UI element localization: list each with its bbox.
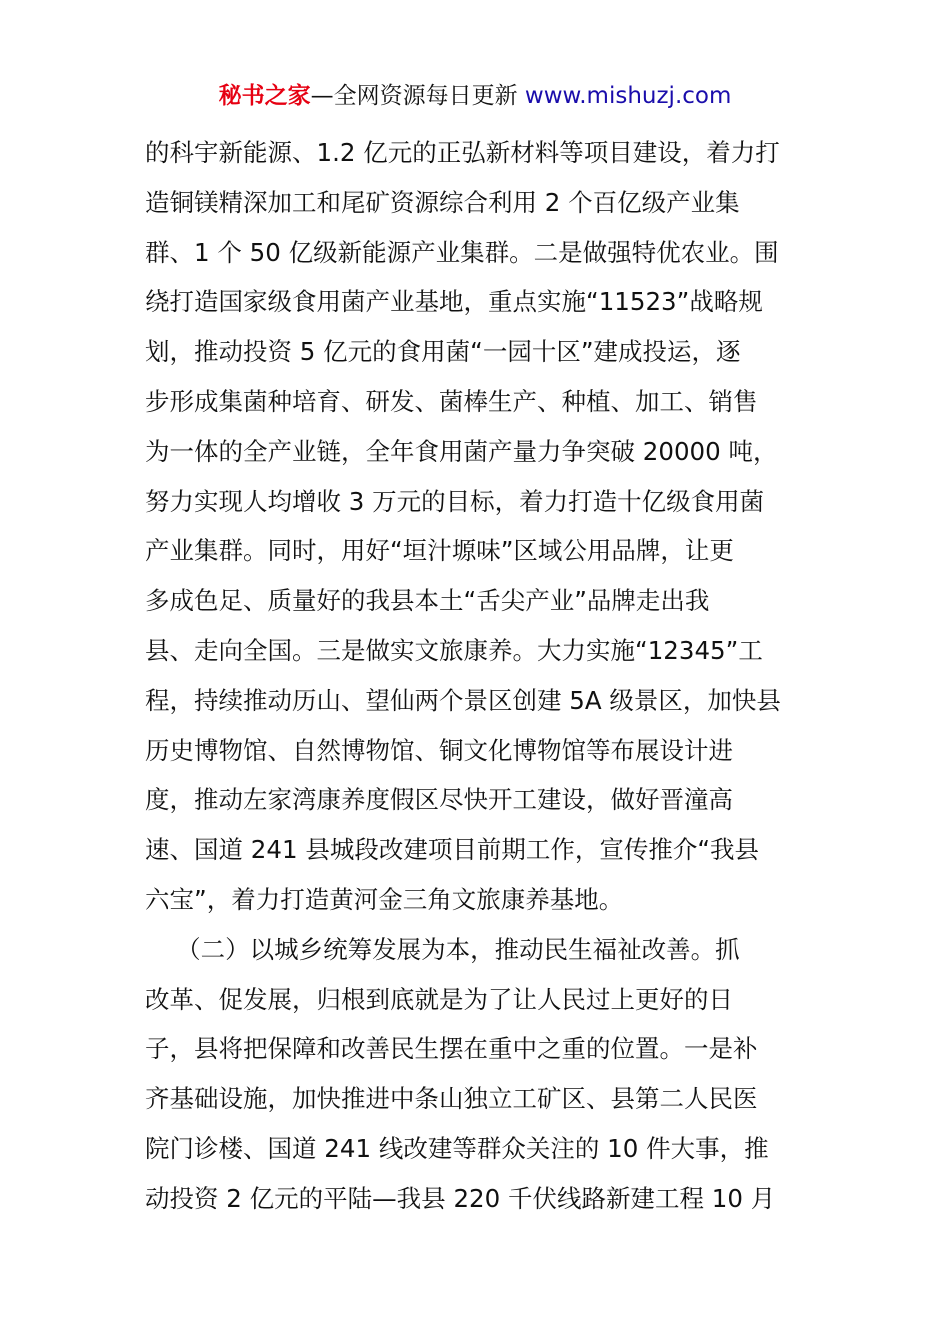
site-url-link[interactable]: www.mishuzj.com (524, 83, 732, 109)
text-line: 划，推动投资 5 亿元的食用菌“一园十区”建成投运，逐 (145, 337, 741, 367)
text-line: 步形成集菌种培育、研发、菌棒生产、种植、加工、销售 (145, 386, 758, 416)
text-line: 齐基础设施，加快推进中条山独立工矿区、县第二人民医 (145, 1084, 758, 1114)
text-line: 绕打造国家级食用菌产业基地，重点实施“11523”战略规 (145, 287, 763, 317)
text-line: 群、1 个 50 亿级新能源产业集群。二是做强特优农业。围 (145, 237, 779, 267)
text-line: 院门诊楼、国道 241 线改建等群众关注的 10 件大事，推 (145, 1133, 769, 1163)
text-line: 历史博物馆、自然博物馆、铜文化博物馆等布展设计进 (145, 735, 733, 765)
text-line: 多成色足、质量好的我县本土“舌尖产业”品牌走出我 (145, 586, 710, 616)
text-line: 造铜镁精深加工和尾矿资源综合利用 2 个百亿级产业集 (145, 187, 740, 217)
text-line: 速、国道 241 县城段改建项目前期工作，宣传推介“我县 (145, 835, 760, 865)
text-line: 的科宇新能源、1.2 亿元的正弘新材料等项目建设，着力打 (145, 138, 780, 167)
site-header (0, 80, 950, 112)
text-line: 产业集群。同时，用好“垣汁塬味”区域公用品牌，让更 (145, 536, 734, 566)
text-line: 六宝”，着力打造黄河金三角文旅康养基地。 (145, 884, 624, 914)
text-line: 努力实现人均增收 3 万元的目标，着力打造十亿级食用菌 (145, 486, 765, 516)
text-line: 子，县将把保障和改善民生摆在重中之重的位置。一是补 (145, 1034, 758, 1064)
header-tagline: —全网资源每日更新 (310, 83, 518, 109)
text-line: 度，推动左家湾康养度假区尽快开工建设，做好晋潼高 (145, 785, 733, 815)
text-line: 动投资 2 亿元的平陆—我县 220 千伏线路新建工程 10 月 (145, 1183, 776, 1213)
section-heading-line: （二）以城乡统筹发展为本，推动民生福祉改善。抓 (145, 934, 740, 964)
text-line: 为一体的全产业链，全年食用菌产量力争突破 20000 吨， (145, 436, 778, 466)
text-line: 改革、促发展，归根到底就是为了让人民过上更好的日 (145, 984, 733, 1014)
text-line: 程，持续推动历山、望仙两个景区创建 5A 级景区，加快县 (145, 685, 781, 715)
brand-name: 秘书之家 (218, 83, 311, 109)
document-body (145, 128, 810, 1224)
text-line: 县、走向全国。三是做实文旅康养。大力实施“12345”工 (145, 635, 763, 665)
